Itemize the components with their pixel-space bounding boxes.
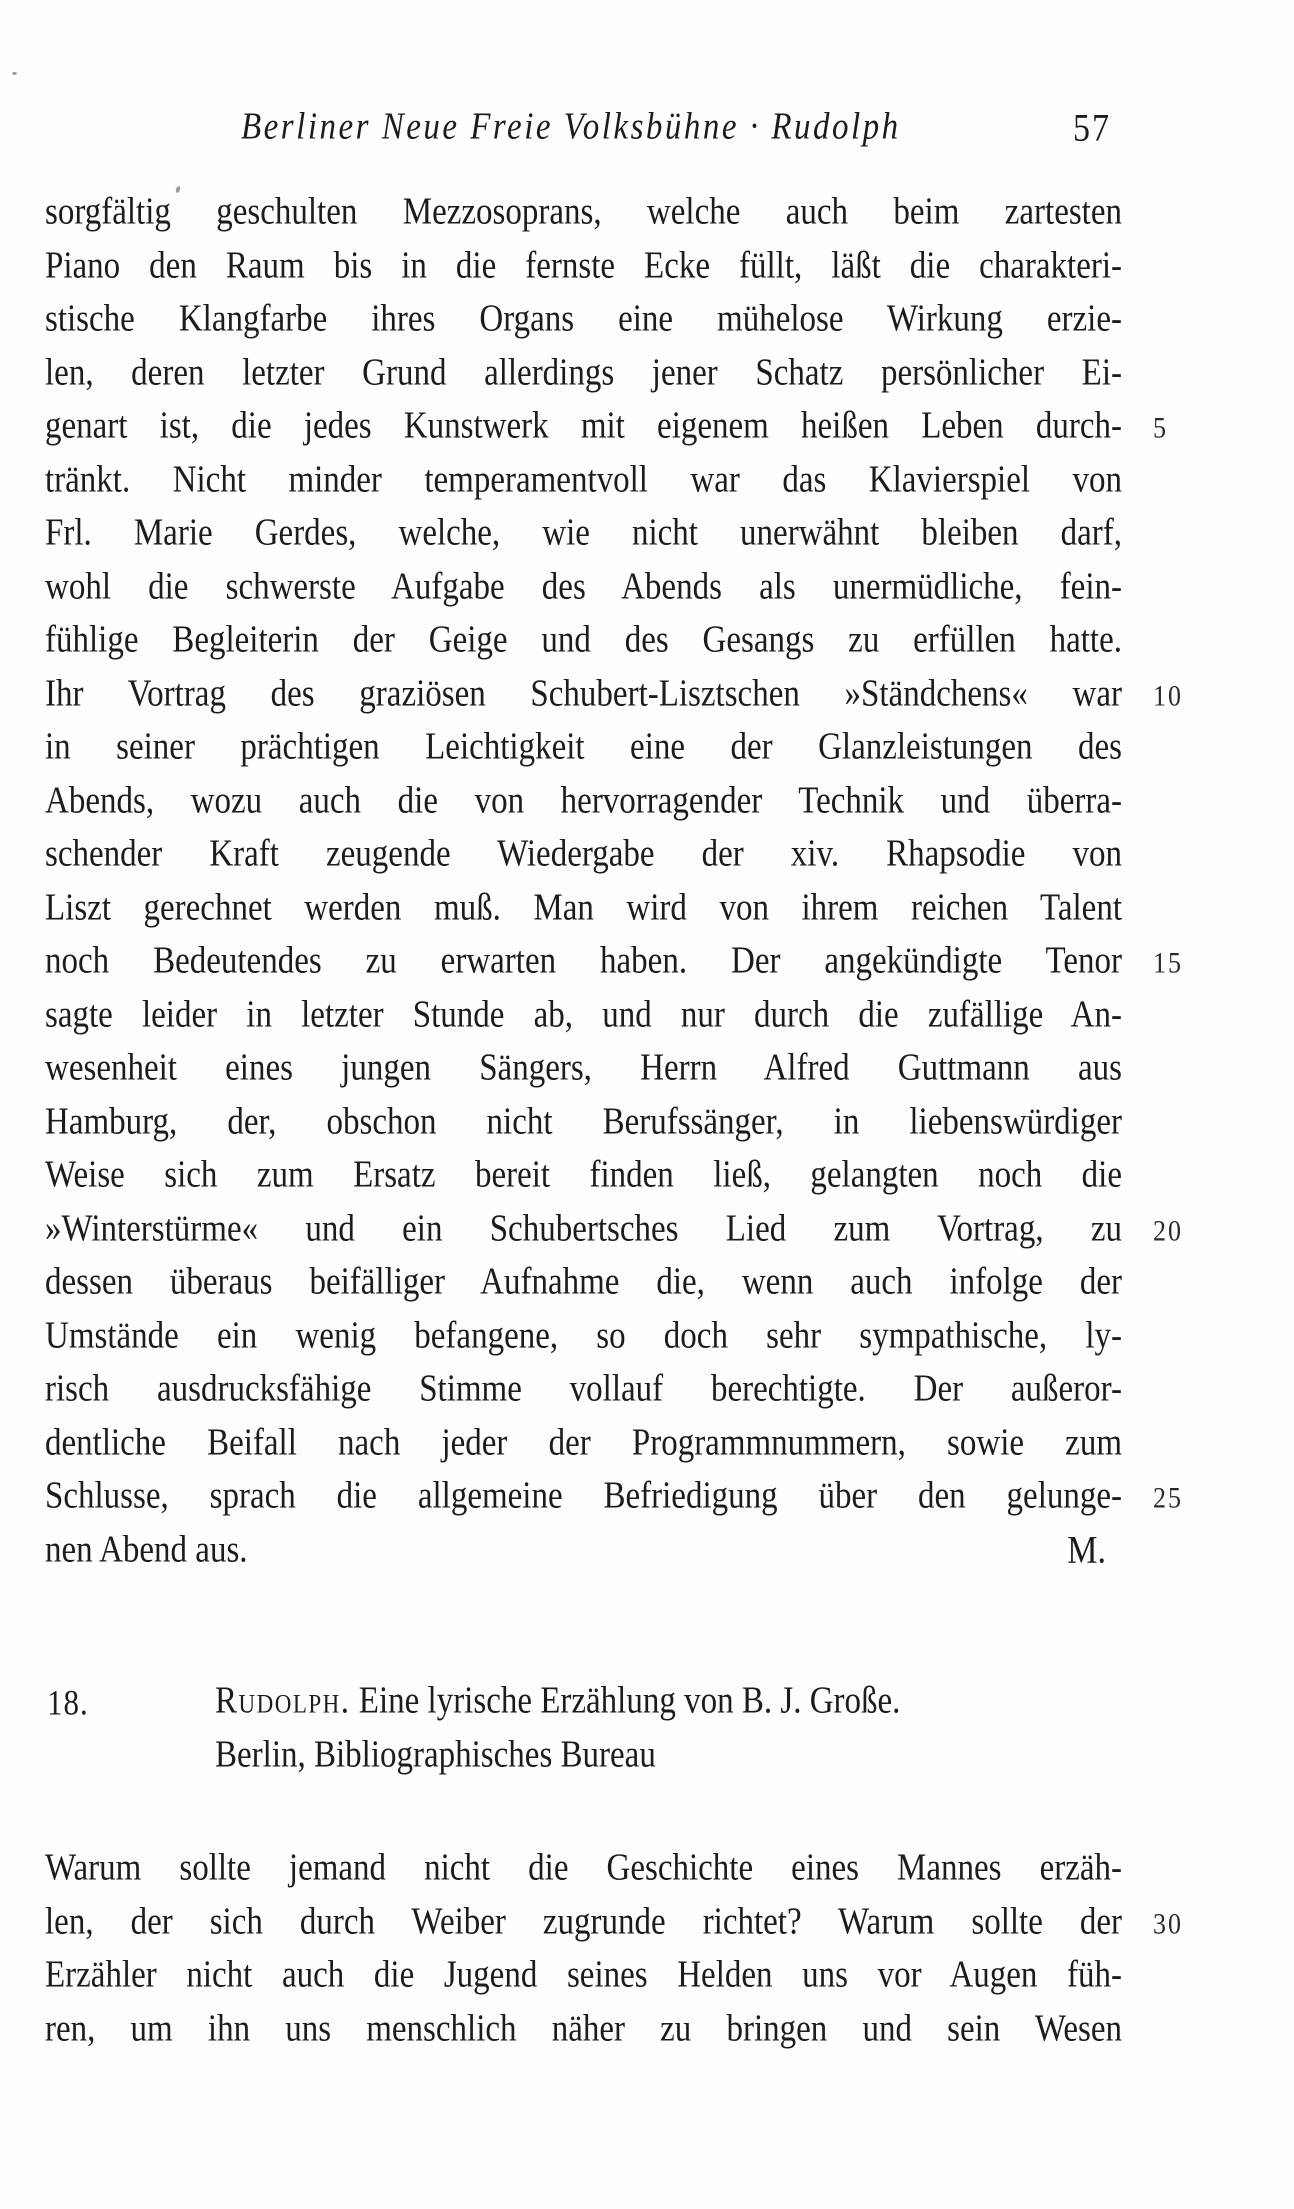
text-line-content: len, deren letzter Grund allerdings jener Schatz persönlicher Ei-	[45, 351, 1122, 394]
text-line	[45, 1945, 1122, 2007]
text-line-content: dentliche Beifall nach jeder der Programmnummern, sowie zum	[45, 1421, 1122, 1464]
text-line	[45, 1359, 1122, 1421]
margin-line-number: 5	[1153, 410, 1168, 445]
text-line	[45, 1466, 1183, 1528]
text-line	[45, 610, 1122, 672]
text-line	[45, 503, 1122, 565]
text-line-content: Erzähler nicht auch die Jugend seines Helden uns vor Augen füh-	[45, 1954, 1122, 1996]
text-line-content: noch Bedeutendes zu erwarten haben. Der angekündigte Tenor	[45, 940, 1122, 982]
text-line-content: stische Klangfarbe ihres Organs eine mühelose Wirkung erzie-	[45, 298, 1122, 340]
text-line-content: Ihr Vortrag des graziösen Schubert-Lisztschen »Ständchens« war	[45, 672, 1122, 715]
text-line	[45, 1091, 1122, 1153]
text-line	[45, 449, 1122, 511]
text-line	[45, 342, 1122, 404]
text-line-content: sagte leider in letzter Stunde ab, und nur durch die zufällige An-	[45, 993, 1122, 1036]
text-line	[45, 396, 1168, 458]
text-line-content: Liszt gerechnet werden muß. Man wird von ihrem reichen Talent	[45, 886, 1122, 929]
text-line	[45, 824, 1122, 886]
entry-title: Rudolph.	[215, 1680, 351, 1722]
text-line	[45, 1198, 1183, 1260]
scan-artifact	[12, 72, 17, 75]
margin-line-number: 25	[1153, 1480, 1183, 1515]
entry-text	[215, 1675, 1122, 1782]
running-header-title: Berliner Neue Freie Volksbühne · Rudolph	[241, 106, 901, 148]
text-line-content: dessen überaus beifälliger Aufnahme die, wenn auch infolge der	[45, 1261, 1122, 1303]
text-line-content: Frl. Marie Gerdes, welche, wie nicht unerwähnt bleiben darf,	[45, 512, 1122, 554]
text-line	[45, 1998, 1122, 2060]
text-line-content: wohl die schwerste Aufgabe des Abends als unermüdliche, fein-	[45, 565, 1122, 608]
text-line-content: Abends, wozu auch die von hervorragender Technik und überra-	[45, 779, 1122, 822]
margin-line-number: 10	[1153, 678, 1183, 712]
text-line-content: len, der sich durch Weiber zugrunde richtet? Warum sollte der	[45, 1900, 1122, 1943]
page-number: 57	[1073, 107, 1111, 150]
text-line-content: Piano den Raum bis in die fernste Ecke füllt, läßt die charakteri-	[45, 244, 1122, 287]
text-line-content: risch ausdrucksfähige Stimme vollauf berechtigte. Der außeror-	[45, 1368, 1122, 1410]
text-line	[45, 289, 1122, 351]
text-line-content: tränkt. Nicht minder temperamentvoll war das Klavierspiel von	[45, 458, 1122, 501]
text-line-content: Hamburg, der, obschon nicht Berufssänger, in liebenswürdiger	[45, 1100, 1122, 1143]
margin-line-number: 20	[1153, 1213, 1183, 1247]
text-line	[45, 877, 1122, 939]
text-line-content: Weise sich zum Ersatz bereit finden ließ, gelangten noch die	[45, 1154, 1122, 1196]
entry-number: 18.	[47, 1682, 89, 1723]
entry-title-line	[215, 1671, 1122, 1733]
text-line-content: genart ist, die jedes Kunstwerk mit eigenem heißen Leben durch-	[45, 405, 1122, 447]
entry-subtitle: Eine lyrische Erzählung von B. J. Große.	[350, 1680, 901, 1722]
text-line	[45, 931, 1183, 993]
text-line	[45, 556, 1122, 618]
text-line-content: Warum sollte jemand nicht die Geschichte eines Mannes erzäh-	[45, 1847, 1122, 1889]
author-initial: M.	[1067, 1528, 1106, 1572]
text-line	[45, 1891, 1183, 1953]
text-line	[45, 984, 1122, 1046]
text-line	[45, 182, 1122, 244]
text-line	[45, 663, 1183, 725]
text-line	[45, 1305, 1122, 1367]
paragraph-concert-review	[45, 186, 1183, 1577]
text-line-content: ren, um ihn uns menschlich näher zu bringen und sein Wesen	[45, 2007, 1122, 2050]
text-line-content: Umstände ein wenig befangene, so doch sehr sympathische, ly-	[45, 1314, 1122, 1357]
text-line	[45, 1838, 1122, 1900]
text-line	[45, 1519, 1122, 1581]
text-line	[45, 1145, 1122, 1207]
margin-line-number: 30	[1153, 1906, 1183, 1940]
text-line	[45, 1252, 1122, 1314]
entry-publisher: Berlin, Bibliographisches Bureau	[215, 1733, 656, 1776]
text-line-content: nen Abend aus.	[45, 1528, 248, 1571]
text-line	[45, 235, 1122, 297]
paragraph-rudolph-review	[45, 1842, 1183, 2056]
text-line	[45, 1412, 1122, 1474]
text-line-content: fühlige Begleiterin der Geige und des Gesangs zu erfüllen hatte.	[45, 619, 1122, 661]
margin-line-number: 15	[1153, 945, 1183, 980]
text-line-content: schender Kraft zeugende Wiedergabe der xiv. Rhapsodie von	[45, 833, 1122, 875]
text-line-content: wesenheit eines jungen Sängers, Herrn Alfred Guttmann aus	[45, 1047, 1122, 1089]
text-line-content: sorgfältig geschulten Mezzosoprans, welche auch beim zartesten	[45, 191, 1122, 233]
text-line-content: »Winterstürme« und ein Schubertsches Lied zum Vortrag, zu	[45, 1207, 1122, 1250]
text-line	[45, 717, 1122, 779]
text-line-content: Schlusse, sprach die allgemeine Befriedigung über den gelunge-	[45, 1475, 1122, 1517]
entry-heading	[45, 1675, 1122, 1782]
running-header	[45, 100, 1122, 154]
text-line	[45, 770, 1122, 832]
text-line-content: in seiner prächtigen Leichtigkeit eine der Glanzleistungen des	[45, 726, 1122, 768]
text-line	[45, 1038, 1122, 1100]
